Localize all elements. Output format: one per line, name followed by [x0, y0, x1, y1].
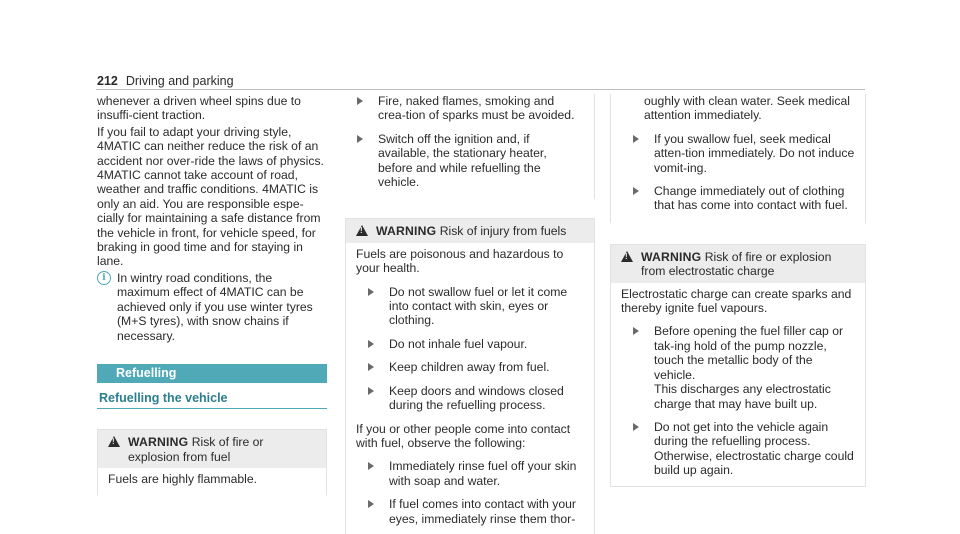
bullet-arrow-icon: [368, 462, 374, 470]
warning-title: Risk of injury from fuels: [439, 224, 567, 239]
list-item: [356, 459, 584, 488]
list-item-text: If you swallow fuel, seek medical atten-tion immediately. Do not induce vomit-ing.: [654, 131, 855, 175]
warning-title: Risk of fire or explosion from fuel: [128, 435, 264, 464]
section-title: Refuelling: [97, 364, 327, 383]
column-1: [97, 94, 327, 495]
warning-box: [345, 218, 595, 534]
subsection-title: Refuelling the vehicle: [97, 391, 327, 409]
warning-continuation: [345, 94, 595, 199]
list-item: [621, 324, 855, 410]
warning-header: [611, 245, 865, 283]
list-item-extra: Otherwise, electrostatic charge could build up again.: [654, 448, 854, 478]
list-item-text: Keep children away from fuel.: [389, 360, 550, 375]
warning-triangle-icon: [108, 436, 120, 447]
list-item: [356, 497, 584, 526]
list-item-text: Immediately rinse fuel off your skin with soap and water.: [389, 459, 577, 488]
bullet-arrow-icon: [368, 288, 374, 296]
bullet-arrow-icon: [368, 500, 374, 508]
list-item: [345, 132, 584, 190]
bullet-arrow-icon: [633, 135, 639, 143]
bullet-arrow-icon: [357, 135, 363, 143]
bullet-arrow-icon: [368, 387, 374, 395]
warning-text: If you or other people come into contact with fuel, observe the following:: [356, 421, 571, 450]
list-item-text: Fire, naked flames, smoking and crea-tion of sparks must be avoided.: [378, 94, 575, 123]
bullet-arrow-icon: [633, 187, 639, 195]
note-text: In wintry road conditions, the maximum effect of 4MATIC can be achieved only if you use winter tyres (M+S tyres), with snow chains if necessary.: [117, 270, 313, 343]
list-item-text: Change immediately out of clothing that has come into contact with fuel.: [654, 184, 848, 213]
list-item-text: Keep doors and windows closed during the refuelling process.: [389, 383, 564, 413]
page-number: 212: [97, 74, 118, 88]
bullet-arrow-icon: [368, 363, 374, 371]
list-item-text: Do not inhale fuel vapour.: [389, 336, 528, 351]
paragraph: If you fail to adapt your driving style, 4MATIC can neither reduce the risk of an accident nor over-ride the laws of physics. 4MATIC cannot take account of road, weather and traffic conditions. 4MATIC is only an aid. You are responsible espe-cially for maintaining a safe distance from the vehicle in front, for vehicle speed, for braking in good time and for staying in lane.: [97, 124, 324, 269]
section-name: Driving and parking: [125, 74, 234, 88]
list-item: [345, 94, 584, 123]
bullet-arrow-icon: [633, 327, 639, 335]
bullet-arrow-icon: [368, 340, 374, 348]
warning-body: [346, 243, 594, 534]
warning-box: [610, 244, 866, 487]
list-item: [356, 384, 584, 413]
list-item: [621, 420, 855, 478]
page-header: [97, 74, 234, 88]
warning-box: [97, 429, 327, 494]
list-item-text: Do not get into the vehicle again during the refuelling process.: [654, 419, 829, 449]
list-item: [621, 184, 865, 213]
warning-continuation: [610, 94, 866, 223]
warning-header: [98, 430, 326, 468]
column-2: [345, 94, 595, 534]
paragraph: whenever a driven wheel spins due to insuffi-cient traction.: [97, 94, 301, 123]
warning-title: Risk of fire or explosion from electrostatic charge: [641, 249, 832, 279]
list-item-text: If fuel comes into contact with your eyes, immediately rinse them thor-: [389, 497, 576, 526]
list-item-text: Switch off the ignition and, if available, the stationary heater, before and while refuelling the vehicle.: [378, 131, 547, 190]
info-icon: i: [97, 271, 111, 285]
warning-triangle-icon: [621, 251, 633, 262]
warning-label: WARNING: [641, 249, 702, 264]
column-3: [610, 94, 866, 487]
bullet-arrow-icon: [633, 423, 639, 431]
warning-label: WARNING: [128, 435, 189, 450]
warning-body: Fuels are highly flammable.: [108, 472, 258, 487]
warning-body: [611, 283, 865, 486]
info-note: [97, 271, 327, 343]
header-divider: [96, 89, 865, 90]
continued-text: oughly with clean water. Seek medical attention immediately.: [644, 94, 850, 123]
warning-text: Fuels are poisonous and hazardous to your health.: [356, 246, 564, 276]
bullet-arrow-icon: [357, 97, 363, 105]
list-item: [356, 360, 584, 374]
list-item: [356, 337, 584, 351]
warning-text: Electrostatic charge can create sparks and thereby ignite fuel vapours.: [621, 286, 852, 316]
warning-triangle-icon: [356, 225, 368, 236]
warning-header: [346, 219, 594, 242]
list-item: [621, 132, 865, 175]
list-item: [356, 285, 584, 328]
list-item-extra: This discharges any electrostatic charge that may have built up.: [654, 382, 831, 411]
list-item-text: Before opening the fuel filler cap or tak-ing hold of the pump nozzle, touch the metallic body of the vehicle.: [654, 324, 844, 382]
list-item-text: Do not swallow fuel or let it come into contact with skin, eyes or clothing.: [389, 284, 568, 328]
warning-label: WARNING: [376, 224, 437, 239]
